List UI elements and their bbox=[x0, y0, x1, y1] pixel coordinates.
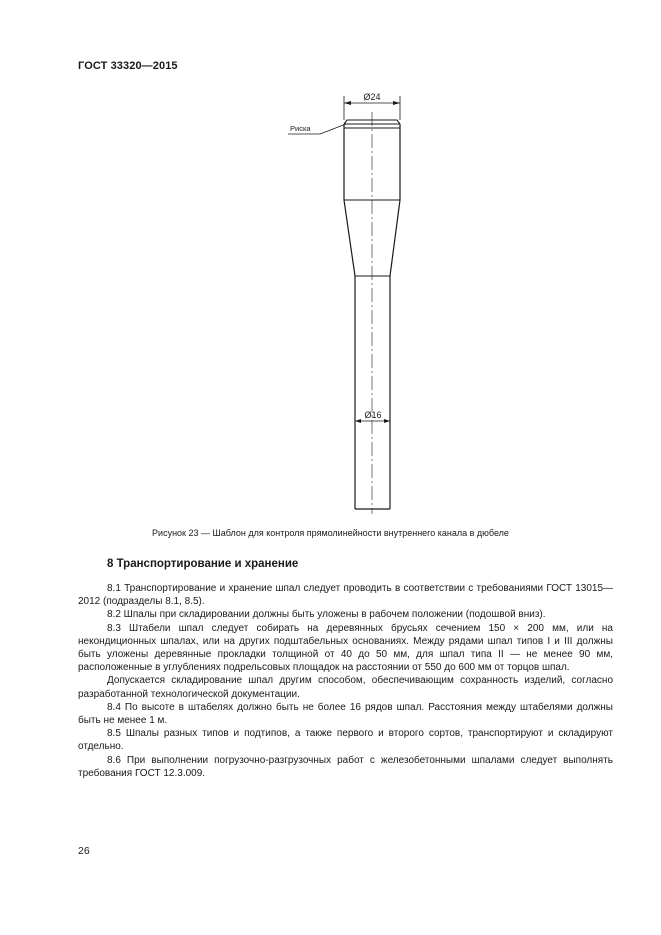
paragraph-8-3: 8.3 Штабели шпал следует собирать на деревянных брусьях сечением 150 × 200 мм, или на некондиционных шпалах, или на других подштабельных основаниях. Между рядами шпал типов I и III должны быть уложены деревянные прокладки толщиной от 40 до 50 мм, для шпал типа II — не менее 90 мм, расположенные в углублениях подрельсовых площадок на расстоянии от 550 до 600 мм от торцов шпал. bbox=[78, 622, 613, 674]
paragraph-8-2: 8.2 Шпалы при складировании должны быть уложены в рабочем положении (подошвой вниз). bbox=[107, 609, 546, 621]
document-header: ГОСТ 33320—2015 bbox=[78, 60, 178, 72]
paragraph-8-5: 8.5 Шпалы разных типов и подтипов, а также первого и второго сортов, транспортируют и складируют отдельно. bbox=[78, 728, 613, 753]
section-body bbox=[78, 582, 613, 780]
paragraph-8-1: 8.1 Транспортирование и хранение шпал следует проводить в соответствии с требованиями ГОСТ 13015—2012 (подразделы 8.1, 8.5). bbox=[78, 583, 613, 608]
page-number: 26 bbox=[78, 845, 90, 857]
callout-label: Риска bbox=[290, 124, 311, 133]
top-dimension-label: Ø24 bbox=[363, 92, 381, 102]
bottom-dimension-label: Ø16 bbox=[364, 410, 382, 420]
paragraph-8-3-note: Допускается складирование шпал другим способом, обеспечивающим сохранность изделий, согласно разработанной технологической документации. bbox=[78, 675, 613, 700]
section-title: 8 Транспортирование и хранение bbox=[107, 558, 299, 570]
paragraph-8-4: 8.4 По высоте в штабелях должно быть не более 16 рядов шпал. Расстояния между штабелями должны быть не менее 1 м. bbox=[78, 701, 613, 727]
paragraph-8-6: 8.6 При выполнении погрузочно-разгрузочных работ с железобетонными шпалами следует выполнять требования ГОСТ 12.3.009. bbox=[78, 754, 613, 779]
figure-caption: Рисунок 23 — Шаблон для контроля прямолинейности внутреннего канала в дюбеле bbox=[152, 528, 509, 538]
